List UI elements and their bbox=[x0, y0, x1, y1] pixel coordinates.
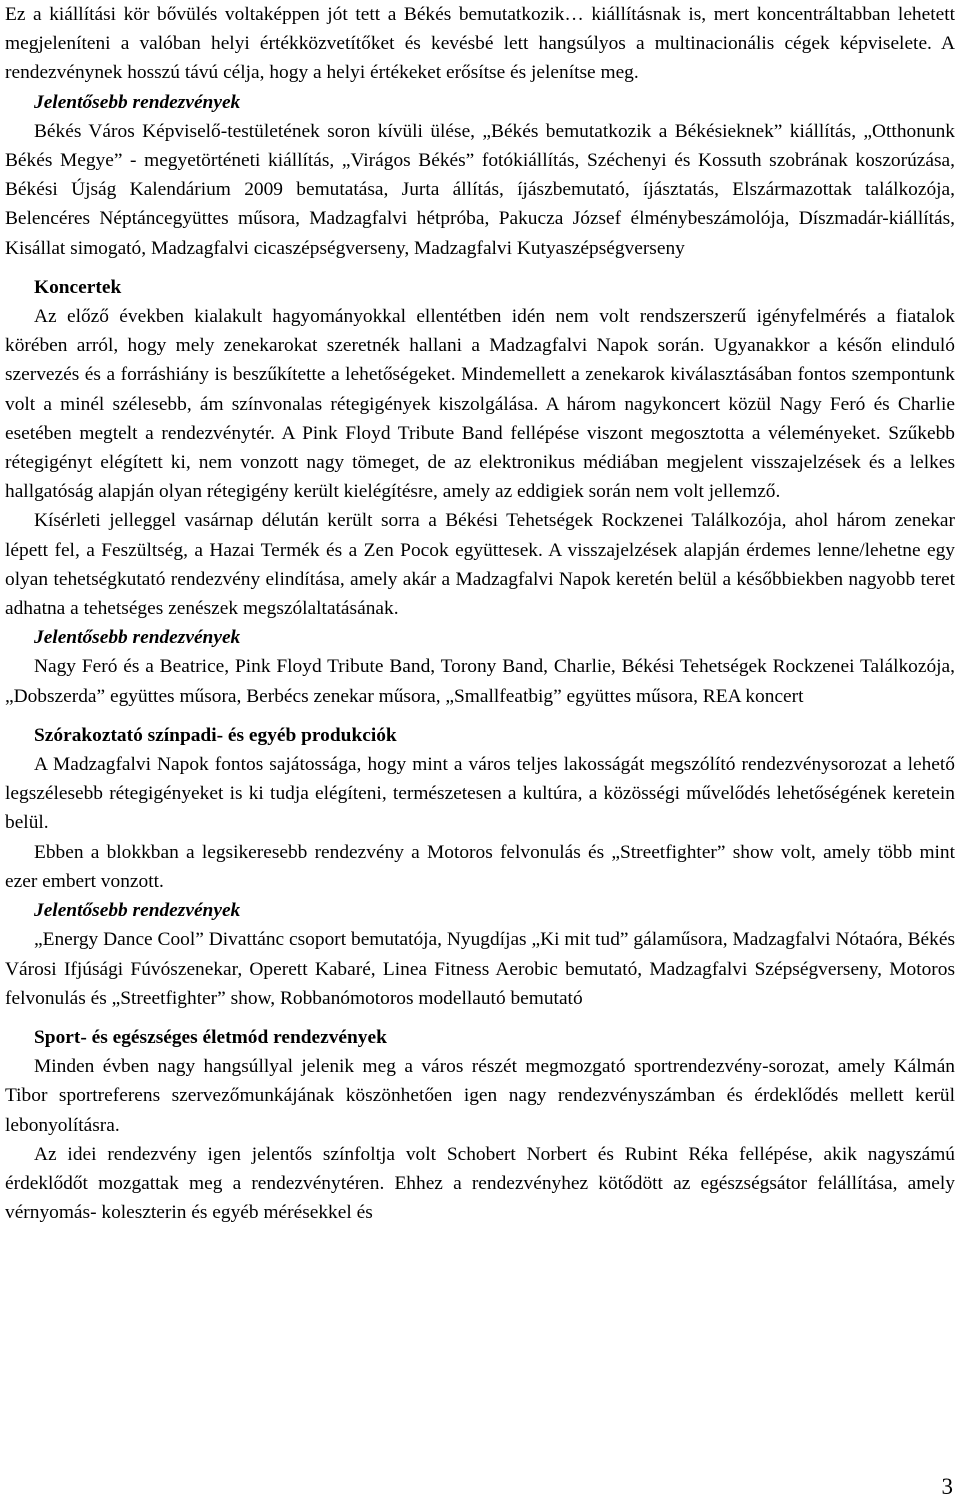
paragraph-rock-meeting: Kísérleti jelleggel vasárnap délután került sorra a Békési Tehetségek Rockzenei Találkozója, ahol három zenekar lépett fel, a Feszültség, a Hazai Termék és a Zen Pocok együttesek. A visszajelzések alapján érdemes lenne/lehetne egy olyan tehetségkutató rendezvény elindítása, amely akár a Madzagfalvi Napok keretén belül a későbbiekben nagyobb teret adhatna a tehetséges zenészek megszólaltatásának. bbox=[5, 510, 955, 620]
paragraph-entertainment: A Madzagfalvi Napok fontos sajátossága, hogy mint a város teljes lakosságát megszólító rendezvénysorozat a lehető legszélesebb rétegigényeket is ki tudja elégíteni, természetesen a kultúra, a közösségi művelődés lehetőségének keretein belül. bbox=[5, 754, 955, 834]
section-heading-sport: Sport- és egészséges életmód rendezvények bbox=[34, 1026, 387, 1048]
paragraph-events-list-3: „Energy Dance Cool” Divattánc csoport bemutatója, Nyugdíjas „Ki mit tud” gálaműsora, Madzagfalvi Nótaóra, Békés Városi Ifjúsági Fúvószenekar, Operett Kabaré, Linea Fitness Aerobic bemutató, Madzagfalvi Szépségverseny, Motoros felvonulás és „Streetfighter” show, Robbanómotoros modellautó bemutató bbox=[5, 929, 955, 1009]
document-body bbox=[5, 0, 955, 1227]
section-heading-concerts: Koncertek bbox=[34, 276, 122, 298]
paragraph-events-list-1: Békés Város Képviselő-testületének soron kívüli ülése, „Békés bemutatkozik a Békésieknek” kiállítás, „Otthonunk Békés Megye” - megyetörténeti kiállítás, „Virágos Békés” fotókiállítás, Széchenyi és Kossuth szobrának koszorúzása, Békési Újság Kalendárium 2009 bemutatása, Jurta állítás, íjászbemutató, íjásztatás, Elszármazottak találkozója, Belencéres Néptáncegyüttes műsora, Madzagfalvi hétpróba, Pakucza József élménybeszámolója, Díszmadár-kiállítás, Kisállat simogató, Madzagfalvi cicaszépségverseny, Madzagfalvi Kutyaszépségverseny bbox=[5, 120, 955, 259]
paragraph-events-list-2: Nagy Feró és a Beatrice, Pink Floyd Tribute Band, Torony Band, Charlie, Békési Tehetségek Rockzenei Találkozója, „Dobszerda” együttes műsora, Berbécs zenekar műsora, „Smallfeatbig” együttes műsora, REA koncert bbox=[5, 656, 955, 707]
paragraph-sport: Minden évben nagy hangsúllyal jelenik meg a város részét megmozgató sportrendezvény-sorozat, amely Kálmán Tibor sportreferens szervezőmunkájának köszönhetően igen nagy rendezvényszámban és érdeklődés mellett kerül lebonyolításra. bbox=[5, 1056, 955, 1136]
page-number: 3 bbox=[941, 1474, 953, 1499]
paragraph-motor-show: Ebben a blokkban a legsikeresebb rendezvény a Motoros felvonulás és „Streetfighter” show volt, amely több mint ezer embert vonzott. bbox=[5, 841, 955, 892]
paragraph-health-tent: Az idei rendezvény igen jelentős színfoltja volt Schobert Norbert és Rubint Réka fellépése, akik nagyszámú érdeklődőt mozgattak meg a rendezvénytéren. Ehhez a rendezvényhez kötődött az egészségsátor felállítása, amely vérnyomás- koleszterin és egyéb mérésekkel és bbox=[5, 1143, 955, 1224]
section-heading-events-2: Jelentősebb rendezvények bbox=[34, 627, 241, 649]
paragraph-intro: Ez a kiállítási kör bővülés voltaképpen jót tett a Békés bemutatkozik… kiállításnak is, mert koncentráltabban lehetett megjeleníteni a valóban helyi értékközvetítőket és kevésbé lett hangsúlyos a multinacionális cégek képviselete. A rendezvénynek hosszú távú célja, hogy a helyi értékeket erősítse és jelenítse meg. bbox=[5, 4, 955, 84]
paragraph-concerts: Az előző években kialakult hagyományokkal ellentétben idén nem volt rendszerszerű igényfelmérés a fiatalok körében arról, hogy mely zenekarokat szeretnék hallani a Madzagfalvi Napok során. Ugyanakkor a későn elinduló szervezés és a forráshiány is beszűkítette a lehetőségeket. Mindemellett a zenekarok kiválasztásában fontos szempontunk volt a minél szélesebb, ám színvonalas rétegigények kiszolgálása. A három nagykoncert közül Nagy Feró és Charlie esetében megtelt a rendezvénytér. A Pink Floyd Tribute Band fellépése viszont megosztotta a véleményeket. Szűkebb rétegigényt elégített ki, nem vonzott nagy tömeget, de az elektronikus médiában megjelent visszajelzések és a lelkes hallgatóság alapján olyan rétegigény került kielégítésre, amely az eddigiek során nem volt jellemző. bbox=[5, 306, 955, 503]
section-heading-events-1: Jelentősebb rendezvények bbox=[34, 91, 241, 113]
section-heading-events-3: Jelentősebb rendezvények bbox=[34, 900, 241, 922]
section-heading-entertainment: Szórakoztató színpadi- és egyéb produkciók bbox=[34, 724, 397, 746]
